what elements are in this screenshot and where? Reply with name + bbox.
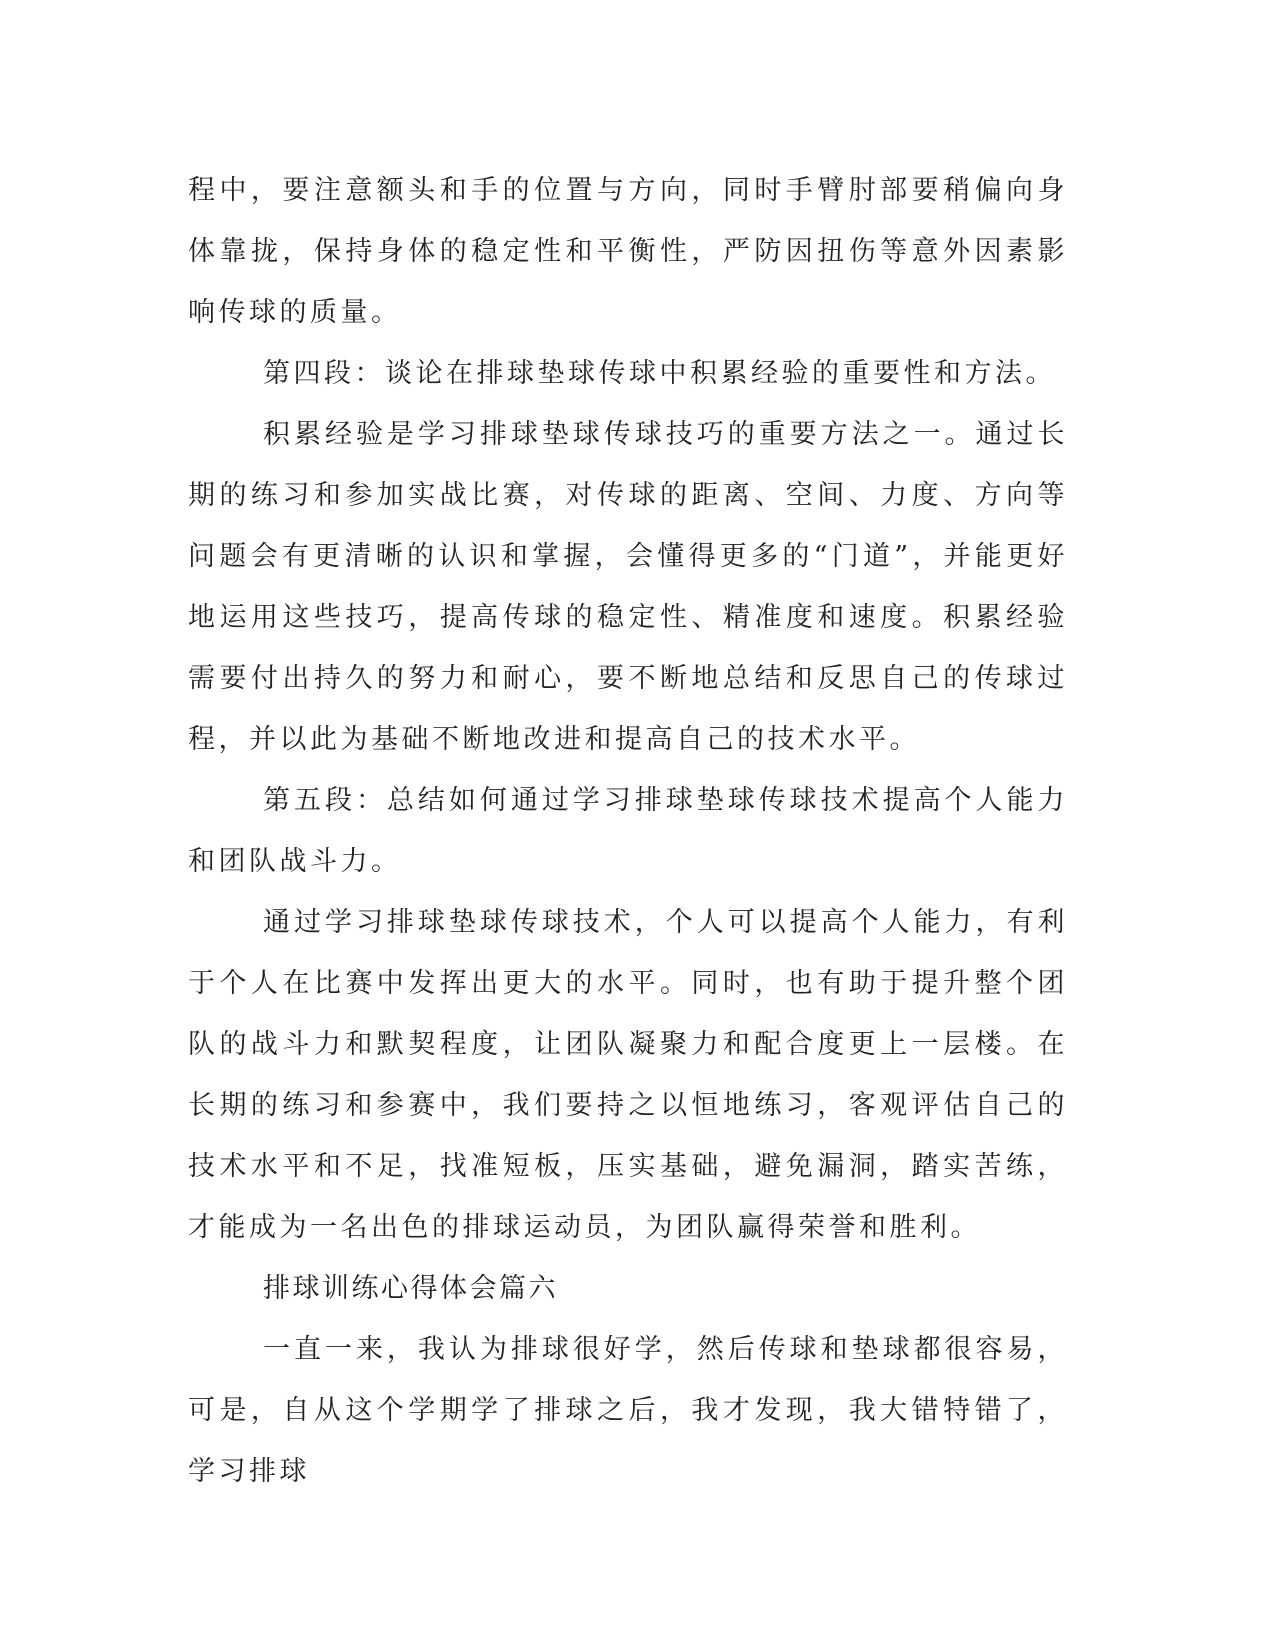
document-body: [188, 160, 1068, 1502]
paragraph-continuation: 程中，要注意额头和手的位置与方向，同时手臂肘部要稍偏向身体靠拢，保持身体的稳定性和平衡性，严防因扭伤等意外因素影响传球的质量。: [188, 175, 1068, 328]
paragraph-summary: 通过学习排球垫球传球技术，个人可以提高个人能力，有利于个人在比赛中发挥出更大的水平。同时，也有助于提升整个团队的战斗力和默契程度，让团队凝聚力和配合度更上一层楼。在长期的练习和参赛中，我们要持之以恒地练习，客观评估自己的技术水平和不足，找准短板，压实基础，避免漏洞，踏实苦练，才能成为一名出色的排球运动员，为团队赢得荣誉和胜利。: [188, 907, 1068, 1243]
chapter-title: 排球训练心得体会篇六: [263, 1273, 558, 1304]
paragraph-experience: 积累经验是学习排球垫球传球技巧的重要方法之一。通过长期的练习和参加实战比赛，对传球的距离、空间、力度、方向等问题会有更清晰的认识和掌握，会懂得更多的“门道”，并能更好地运用这些技巧，提高传球的稳定性、精准度和速度。积累经验需要付出持久的努力和耐心，要不断地总结和反思自己的传球过程，并以此为基础不断地改进和提高自己的技术水平。: [188, 419, 1068, 755]
section-heading-four: 第四段：谈论在排球垫球传球中积累经验的重要性和方法。: [263, 358, 1056, 389]
section-heading-five: 第五段：总结如何通过学习排球垫球传球技术提高个人能力和团队战斗力。: [188, 785, 1068, 877]
paragraph-chapter-intro: 一直一来，我认为排球很好学，然后传球和垫球都很容易，可是，自从这个学期学了排球之后，我才发现，我大错特错了，学习排球: [188, 1334, 1068, 1487]
